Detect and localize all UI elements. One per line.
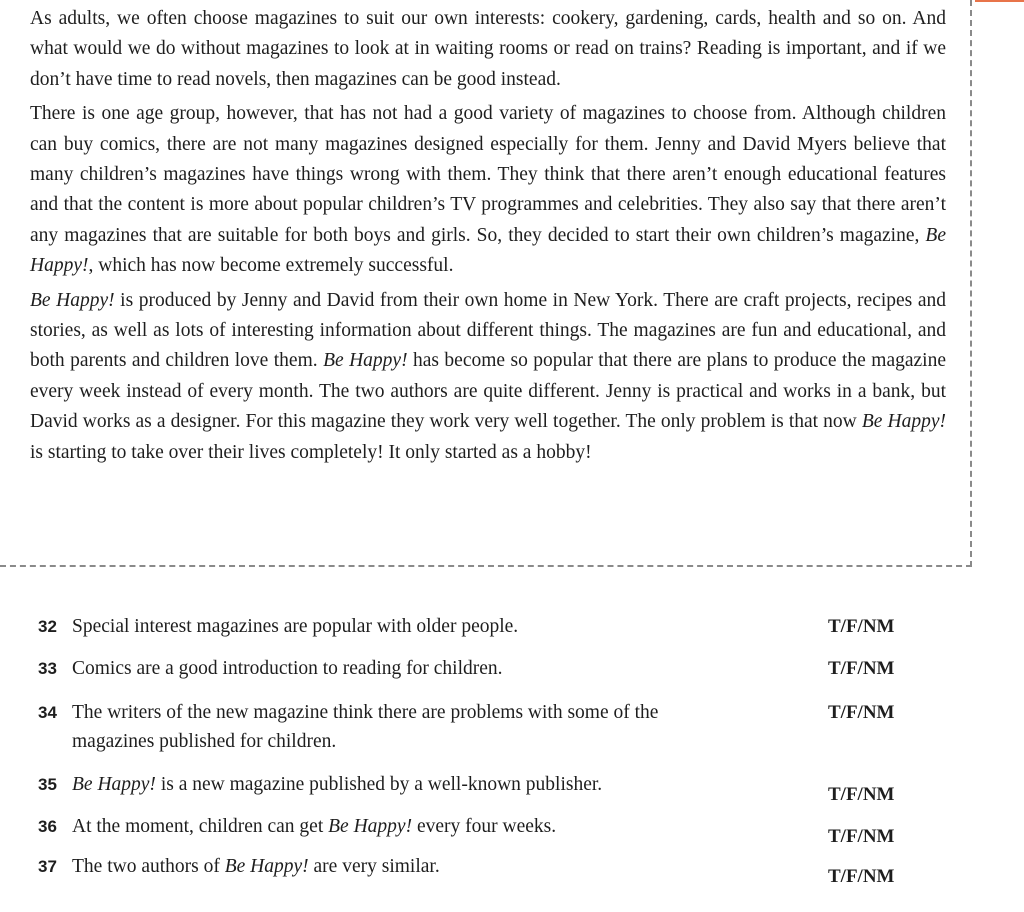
passage-text-run: , which has now become extremely successful. [88, 255, 454, 277]
question-text-run: every four weeks. [412, 816, 557, 837]
question-number: 35 [38, 775, 57, 794]
reading-passage [30, 4, 946, 470]
question-text [72, 816, 556, 837]
passage-paragraph [30, 286, 946, 468]
question-row [38, 698, 938, 756]
question-row [38, 812, 938, 847]
passage-paragraph [30, 99, 946, 281]
question-number: 37 [38, 857, 57, 876]
magazine-title: Be Happy! [30, 224, 946, 277]
question-row [38, 612, 938, 641]
answer-options: T/F/NM [828, 616, 895, 637]
question-text-run: Special interest magazines are popular with older people. [72, 616, 519, 637]
answer-options: T/F/NM [828, 702, 895, 723]
answer-options: T/F/NM [828, 826, 895, 847]
question-text-run: The two authors of [72, 856, 225, 877]
question-row [38, 852, 938, 887]
answer-options: T/F/NM [828, 784, 895, 805]
answer-options: T/F/NM [828, 658, 895, 679]
question-text-run: The writers of the new magazine think there are problems with some of the [72, 702, 659, 723]
passage-text-run: There is one age group, however, that has not had a good variety of magazines to choose from. Although children can buy comics, there are not many magazines designed especially for them. Jenny and David Myers believe that many children’s magazines have things wrong with them. They think that there aren’t enough educational features and that the content is more about popular children’s TV programmes and celebrities. They also say that there aren’t any magazines that are suitable for both boys and girls. So, they decided to start their own children’s magazine, [30, 103, 946, 246]
question-row [38, 770, 938, 805]
question-text [72, 702, 658, 723]
passage-paragraph [30, 4, 946, 95]
passage-text-run: As adults, we often choose magazines to suit our own interests: cookery, gardening, cards, health and so on. And what would we do without magazines to look at in waiting rooms or read on trains? Reading is important, and if we don’t have time to read novels, then magazines can be good instead. [30, 8, 946, 90]
question-text-run: At the moment, children can get [72, 816, 329, 837]
question-number: 33 [38, 659, 57, 678]
magazine-title: Be Happy! [323, 350, 408, 372]
magazine-title: Be Happy! [72, 774, 156, 795]
question-row [38, 654, 938, 683]
top-accent-line [975, 0, 1024, 2]
passage-text-run: is starting to take over their lives completely! It only started as a hobby! [30, 441, 592, 463]
question-number: 34 [38, 703, 57, 722]
question-number: 32 [38, 617, 57, 636]
question-text [72, 658, 503, 679]
magazine-title: Be Happy! [861, 411, 946, 433]
passage-text-run: is produced by Jenny and David from their own home in New York. There are craft projects, recipes and stories, as well as lots of interesting information about different things. The magazines are fun and educational, and both parents and children love them. [30, 289, 946, 372]
passage-text-run: has become so popular that there are plans to produce the magazine every week instead of every month. The two authors are quite different. Jenny is practical and works in a bank, but David works as a designer. For this magazine they work very well together. The only problem is that now [30, 350, 946, 433]
question-text [72, 856, 440, 877]
question-text [72, 616, 518, 637]
question-number: 36 [38, 817, 57, 836]
magazine-title: Be Happy! [328, 816, 413, 837]
magazine-title: Be Happy! [30, 289, 115, 311]
answer-options: T/F/NM [828, 866, 895, 887]
question-text-run: Comics are a good introduction to reading for children. [72, 658, 503, 679]
question-text-run: is a new magazine published by a well-known publisher. [155, 774, 603, 795]
question-text-run: are very similar. [308, 856, 440, 877]
question-text-continued: magazines published for children. [72, 731, 337, 752]
question-text [72, 774, 602, 795]
magazine-title: Be Happy! [224, 856, 309, 877]
